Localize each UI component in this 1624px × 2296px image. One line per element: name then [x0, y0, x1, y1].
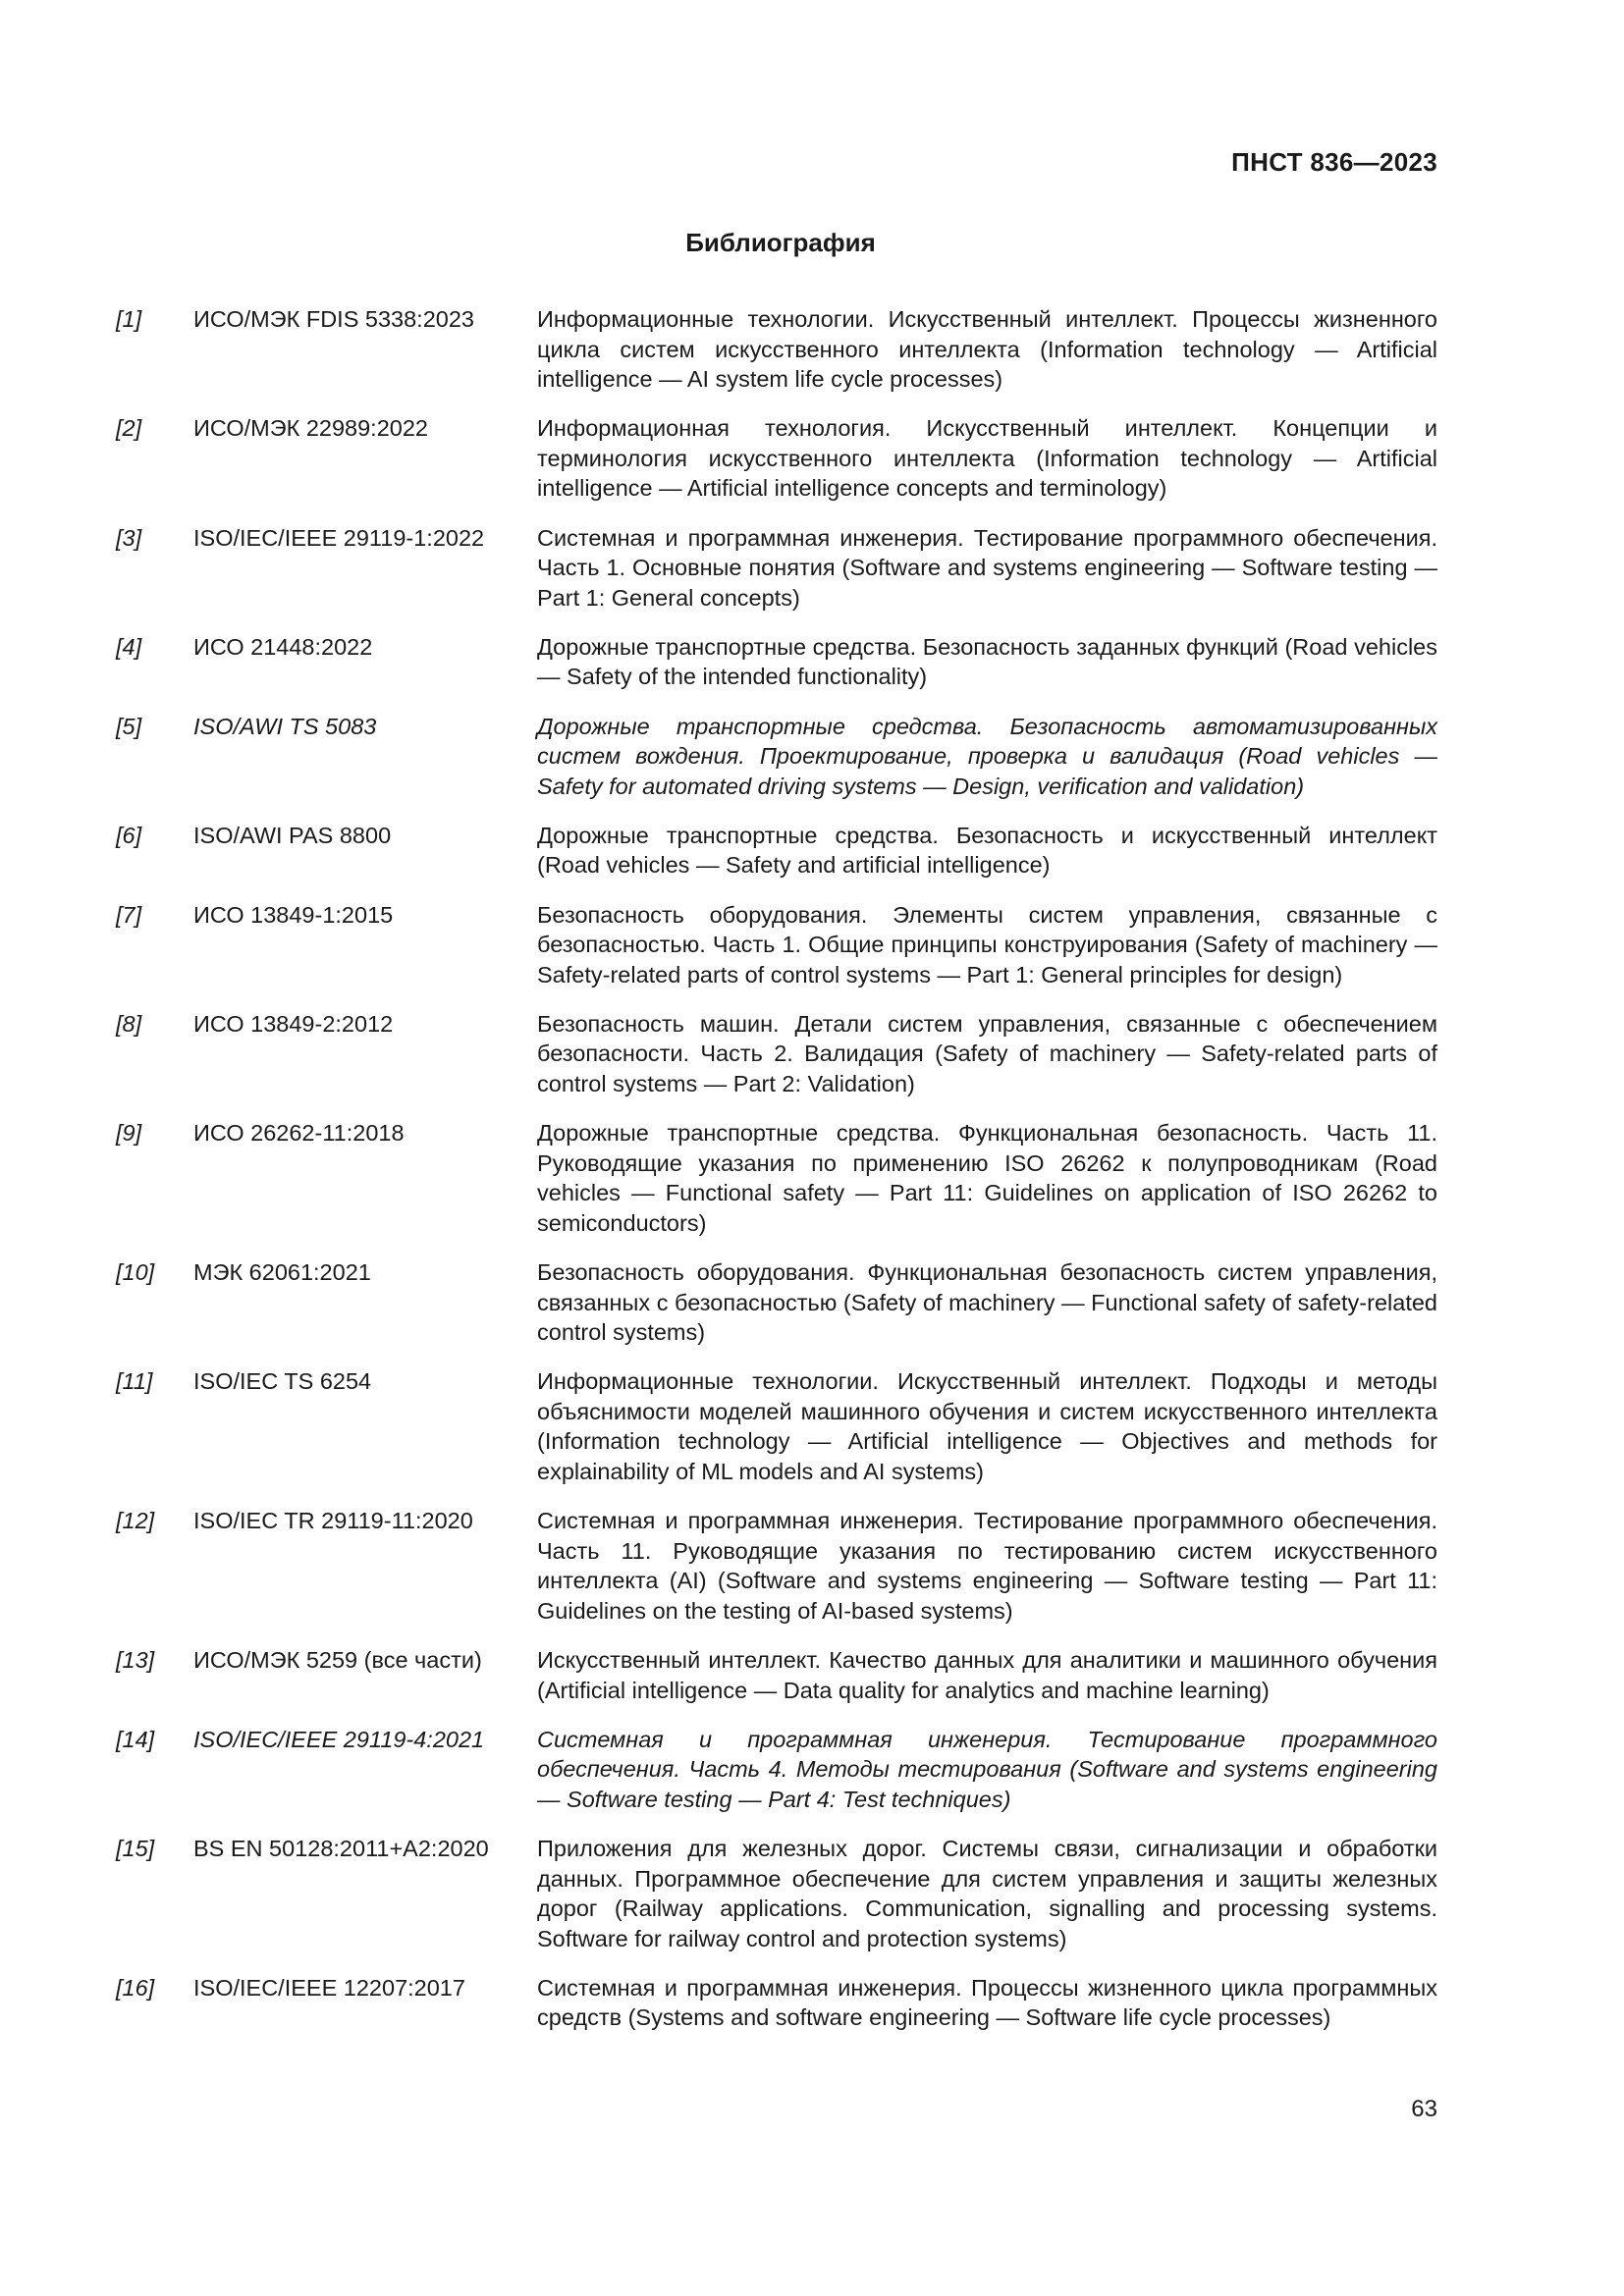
entry-description: Информационная технология. Искусственный интеллект. Концепции и терминология искусственного интеллекта (Information technology — Artificial intelligence — Artificial intelligence concepts and terminology): [537, 415, 1437, 502]
bibliography-entry: [116, 900, 1437, 990]
bibliography-entry: [116, 1506, 1437, 1626]
entry-standard: ИСО 13849-2:2012: [193, 1010, 394, 1037]
entry-standard: ISO/IEC TS 6254: [193, 1368, 372, 1395]
entry-number: [9]: [116, 1120, 142, 1147]
page-title: Библиография: [685, 228, 876, 257]
entry-number: [11]: [116, 1368, 153, 1395]
entry-description: Безопасность оборудования. Элементы систем управления, связанные с безопасностью. Часть 1. Общие принципы конструирования (Safety of machinery — Safety-related parts of control systems — Part 1: General principles for design): [537, 901, 1437, 988]
entry-standard: ISO/IEC/IEEE 29119-4:2021: [193, 1726, 485, 1752]
entry-number: [3]: [116, 524, 142, 551]
entry-standard: ИСО/МЭК FDIS 5338:2023: [193, 306, 474, 332]
entry-description: Системная и программная инженерия. Тестирование программного обеспечения. Часть 1. Основные понятия (Software and systems engineering — Software testing — Part 1: General concepts): [537, 524, 1437, 611]
entry-description: Дорожные транспортные средства. Безопасность заданных функций (Road vehicles — Safety of the intended functionality): [537, 633, 1437, 690]
bibliography-entry: [116, 1834, 1437, 1953]
bibliography-entry: [116, 304, 1437, 395]
entry-number: [2]: [116, 415, 142, 442]
entry-standard: BS EN 50128:2011+A2:2020: [193, 1835, 489, 1861]
entry-description: Дорожные транспортные средства. Функциональная безопасность. Часть 11. Руководящие указания по применению ISO 26262 к полупроводникам (Road vehicles — Functional safety — Part 11: Guidelines on application of ISO 26262 to semiconductors): [537, 1120, 1437, 1236]
entry-description: Системная и программная инженерия. Тестирование программного обеспечения. Часть 4. Методы тестирования (Software and systems engineering — Software testing — Part 4: Test techniques): [537, 1726, 1437, 1812]
bibliography-entry: [116, 1973, 1437, 2033]
bibliography-entry: [116, 1009, 1437, 1099]
bibliography-entry: [116, 1645, 1437, 1705]
entry-description: Безопасность машин. Детали систем управления, связанные с обеспечением безопасности. Часть 2. Валидация (Safety of machinery — Safety-related parts of control systems — Part 2: Validation): [537, 1010, 1437, 1096]
entry-standard: ИСО/МЭК 22989:2022: [193, 415, 428, 442]
bibliography-entry: [116, 523, 1437, 614]
bibliography-entry: [116, 1725, 1437, 1815]
entry-number: [10]: [116, 1258, 155, 1285]
entry-number: [13]: [116, 1646, 155, 1673]
entry-standard: ISO/AWI PAS 8800: [193, 822, 392, 848]
entry-standard: ИСО 13849-1:2015: [193, 901, 394, 928]
entry-standard: ИСО/МЭК 5259 (все части): [193, 1646, 482, 1673]
bibliography-list: [116, 304, 1437, 2053]
entry-number: [5]: [116, 713, 142, 739]
entry-description: Дорожные транспортные средства. Безопасность автоматизированных систем вождения. Проектирование, проверка и валидация (Road vehicles — Safety for automated driving systems — Design, verification and validation): [537, 713, 1437, 799]
bibliography-entry: [116, 1257, 1437, 1348]
document-code: ПНСТ 836—2023: [1231, 147, 1437, 177]
entry-standard: ISO/IEC/IEEE 12207:2017: [193, 1974, 465, 2001]
entry-standard: ISO/IEC/IEEE 29119-1:2022: [193, 524, 485, 551]
entry-number: [15]: [116, 1835, 155, 1861]
entry-description: Приложения для железных дорог. Системы связи, сигнализации и обработки данных. Программное обеспечение для систем управления и защиты железных дорог (Railway applications. Communication, signalling and processing systems. Software for railway control and protection systems): [537, 1835, 1437, 1951]
bibliography-entry: [116, 821, 1437, 881]
entry-number: [8]: [116, 1010, 142, 1037]
entry-description: Информационные технологии. Искусственный интеллект. Процессы жизненного цикла систем искусственного интеллекта (Information technology — Artificial intelligence — AI system life cycle processes): [537, 306, 1437, 393]
bibliography-entry: [116, 1366, 1437, 1486]
entry-description: Информационные технологии. Искусственный интеллект. Подходы и методы объяснимости моделей машинного обучения и систем искусственного интеллекта (Information technology — Artificial intelligence — Objectives and methods for explainability of ML models and AI systems): [537, 1368, 1437, 1484]
entry-standard: ISO/IEC TR 29119-11:2020: [193, 1508, 473, 1534]
bibliography-entry: [116, 413, 1437, 504]
page-number: 63: [1411, 2096, 1437, 2122]
entry-number: [1]: [116, 306, 142, 332]
entry-number: [14]: [116, 1726, 155, 1752]
bibliography-entry: [116, 712, 1437, 802]
bibliography-entry: [116, 1118, 1437, 1238]
entry-standard: ISO/AWI TS 5083: [193, 713, 377, 739]
entry-standard: ИСО 26262-11:2018: [193, 1120, 405, 1147]
entry-description: Системная и программная инженерия. Тестирование программного обеспечения. Часть 11. Руководящие указания по тестированию систем искусственного интеллекта (AI) (Software and systems engineering — Software testing — Part 11: Guidelines on the testing of AI-based systems): [537, 1508, 1437, 1624]
entry-description: Системная и программная инженерия. Процессы жизненного цикла программных средств (Systems and software engineering — Software life cycle processes): [537, 1974, 1437, 2031]
entry-number: [7]: [116, 901, 142, 928]
entry-number: [16]: [116, 1974, 155, 2001]
entry-description: Безопасность оборудования. Функциональная безопасность систем управления, связанных с безопасностью (Safety of machinery — Functional safety of safety-related control systems): [537, 1258, 1437, 1346]
entry-standard: МЭК 62061:2021: [193, 1258, 371, 1285]
entry-standard: ИСО 21448:2022: [193, 633, 373, 660]
entry-description: Дорожные транспортные средства. Безопасность и искусственный интеллект (Road vehicles — Safety and artificial intelligence): [537, 822, 1437, 879]
entry-number: [12]: [116, 1508, 155, 1534]
entry-number: [4]: [116, 633, 142, 660]
entry-number: [6]: [116, 822, 142, 848]
entry-description: Искусственный интеллект. Качество данных для аналитики и машинного обучения (Artificial intelligence — Data quality for analytics and machine learning): [537, 1646, 1437, 1703]
bibliography-entry: [116, 632, 1437, 692]
